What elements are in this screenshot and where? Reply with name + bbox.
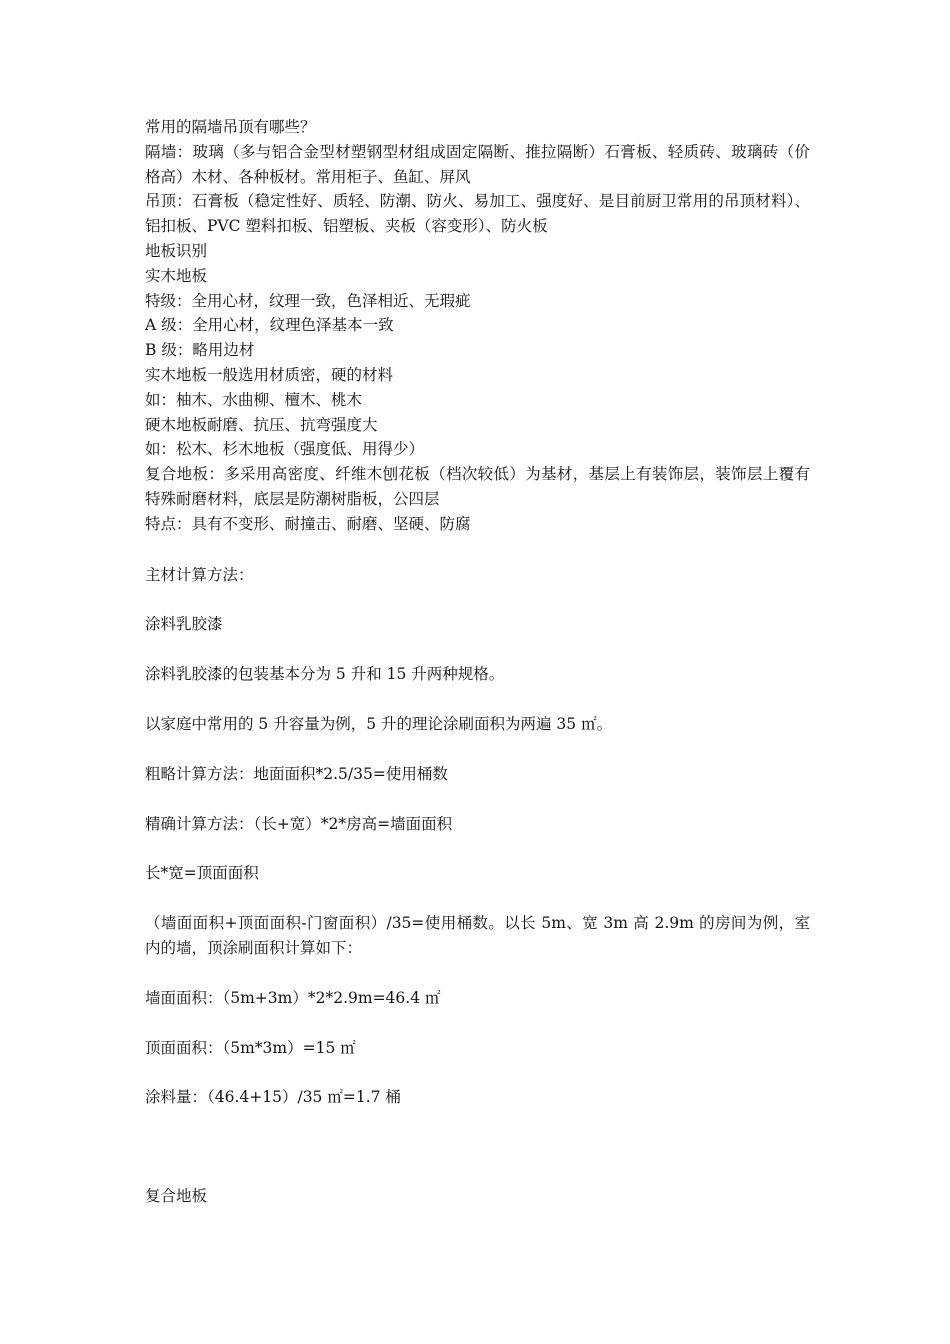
- paint-amount-line: 涂料量：（46.4+15）/35 ㎡=1.7 桶: [145, 1088, 401, 1107]
- paint-package-line: 涂料乳胶漆的包装基本分为 5 升和 15 升两种规格。: [145, 665, 505, 684]
- precise-calculation-line: 精确计算方法：（长+宽）*2*房高=墙面面积: [145, 814, 453, 833]
- question-heading: 常用的隔墙吊顶有哪些？: [145, 118, 316, 136]
- composite-floor-heading: 复合地板: [145, 1187, 208, 1206]
- composite-features-line: 特点：具有不变形、耐撞击、耐磨、坚硬、防腐: [145, 514, 471, 533]
- grade-a-line: A 级：全用心材，纹理色泽基本一致: [145, 316, 394, 335]
- softwood-examples-line: 如：松木、杉木地板（强度低、用得少）: [145, 440, 425, 459]
- paint-coverage-line: 以家庭中常用的 5 升容量为例，5 升的理论涂刷面积为两遍 35 ㎡。: [145, 714, 613, 733]
- composite-floor-paragraph: 复合地板：多采用高密度、纤维木刨花板（档次较低）为基材，基层上有装饰层，装饰层上覆有特殊耐磨材料，底层是防潮树脂板，公四层: [145, 465, 810, 508]
- floor-identification-heading: 地板识别: [145, 241, 208, 260]
- ceiling-area-example-line: 顶面面积：（5m*3m）=15 ㎡: [145, 1038, 356, 1057]
- grade-special-line: 特级：全用心材，纹理一致，色泽相近、无瑕疵: [145, 291, 471, 310]
- hardwood-examples-line: 如：柚木、水曲柳、檀木、桃木: [145, 390, 363, 409]
- hardwood-properties-line: 硬木地板耐磨、抗压、抗弯强度大: [145, 415, 378, 434]
- grade-b-line: B 级：略用边材: [145, 341, 255, 360]
- document-body: [145, 115, 810, 1209]
- solid-wood-material-line: 实木地板一般选用材质密，硬的材料: [145, 365, 394, 384]
- latex-paint-heading: 涂料乳胶漆: [145, 615, 223, 634]
- solid-wood-floor-heading: 实木地板: [145, 266, 208, 285]
- material-calculation-heading: 主材计算方法：: [145, 565, 254, 584]
- ceiling-area-line: 长*宽=顶面面积: [145, 864, 259, 883]
- rough-calculation-line: 粗略计算方法：地面面积*2.5/35=使用桶数: [145, 764, 448, 783]
- ceiling-paragraph: 吊顶：石膏板（稳定性好、质轻、防潮、防火、易加工、强度好、是目前厨卫常用的吊顶材料）、铝扣板、PVC 塑料扣板、铝塑板、夹板（容变形）、防火板: [145, 192, 810, 236]
- buckets-formula-paragraph: （墙面面积+顶面面积-门窗面积）/35=使用桶数。以长 5m、宽 3m 高 2.9m 的房间为例，室内的墙，顶涂刷面积计算如下：: [145, 914, 810, 957]
- partition-wall-paragraph: 隔墙：玻璃（多与铝合金型材塑钢型材组成固定隔断、推拉隔断）石膏板、轻质砖、玻璃砖（价格高）木材、各种板材。常用柜子、鱼缸、屏风: [145, 142, 810, 186]
- wall-area-example-line: 墙面面积：（5m+3m）*2*2.9m=46.4 ㎡: [145, 988, 441, 1007]
